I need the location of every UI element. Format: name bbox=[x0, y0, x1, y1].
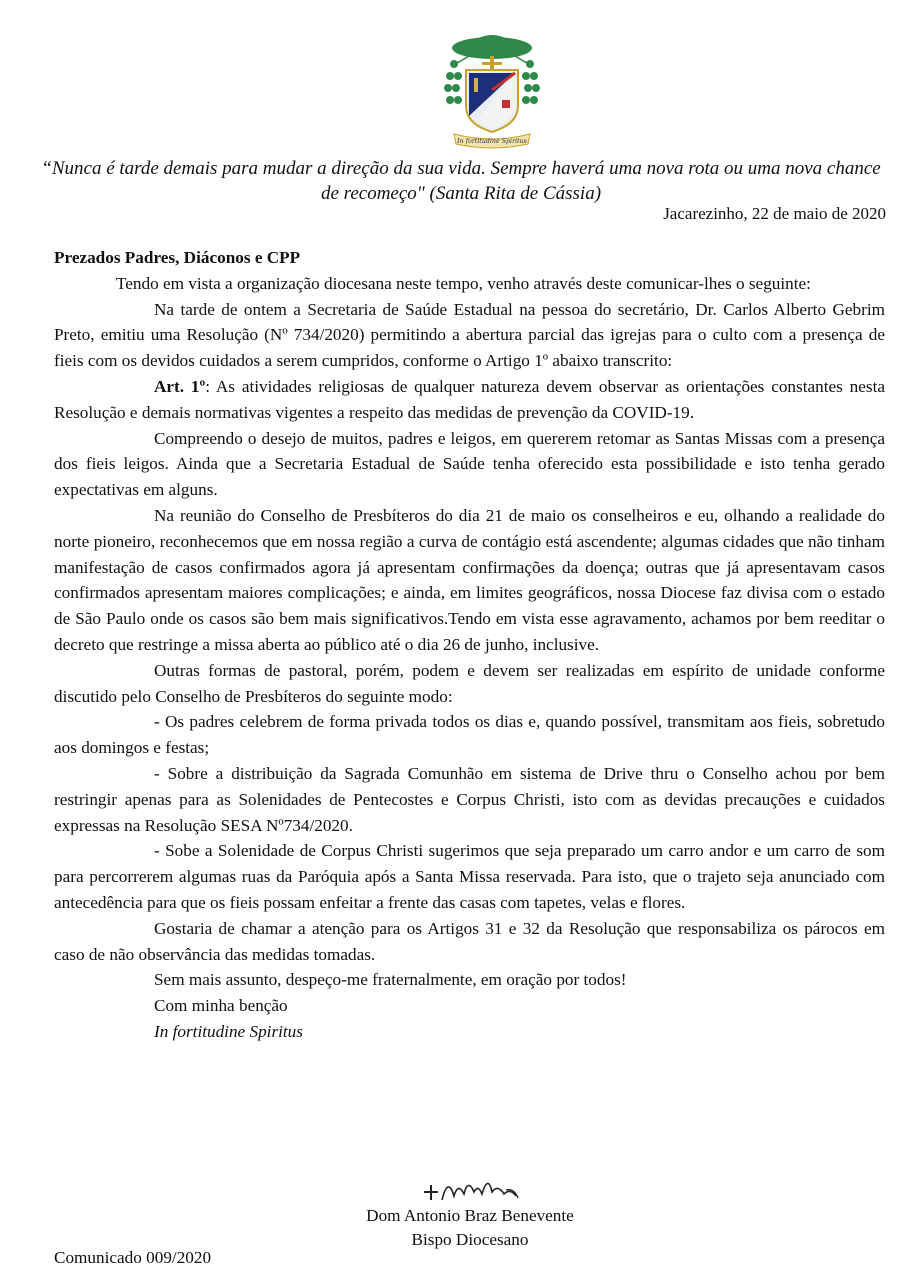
signatory-title: Bispo Diocesano bbox=[411, 1230, 529, 1249]
closing-line: Sem mais assunto, despeço-me fraternalmente, em oração por todos! bbox=[154, 970, 627, 990]
letter-body bbox=[54, 245, 885, 1045]
dateline: Jacarezinho, 22 de maio de 2020 bbox=[663, 204, 886, 223]
motto-quote: “Nunca é tarde demais para mudar a direção da sua vida. Sempre haverá uma nova rota ou uma nova chance de recomeço" (Santa Rita de Cássia) bbox=[41, 158, 881, 204]
coat-of-arms-icon bbox=[436, 28, 548, 150]
paragraph-council: Na reunião do Conselho de Presbíteros do dia 21 de maio os conselheiros e eu, olhando a realidade do norte pioneiro, reconhecemos que em nossa região a curva de contágio está ascendente; algumas cidades que não tinham manifestação de casos confirmados agora já apresentam confirmações da doença; outras que já apresentavam casos confirmados apresentam maiores complicações; e ainda, em limites geográficos, nossa Diocese faz divisa com o estado de São Paulo onde os casos são bem mais significativos.Tendo em vista esse agravamento, achamos por bem reeditar o decreto que restringe a missa aberta ao público até o dia 26 de junho, inclusive. bbox=[54, 505, 885, 654]
closing-blessing: Com minha benção bbox=[154, 996, 288, 1016]
paragraph-pastoral: Outras formas de pastoral, porém, podem e devem ser realizadas em espírito de unidade conforme discutido pelo Conselho de Presbíteros do seguinte modo: bbox=[54, 660, 885, 706]
article-label: Art. 1º bbox=[154, 376, 206, 396]
closing-motto: In fortitudine Spiritus bbox=[154, 1021, 303, 1041]
svg-text:In fortitudine Spiritus: In fortitudine Spiritus bbox=[457, 138, 527, 145]
intro-paragraph: Tendo em vista a organização diocesana neste tempo, venho através deste comunicar-lhes o seguinte: bbox=[116, 273, 811, 293]
article-text: : As atividades religiosas de qualquer natureza devem observar as orientações constantes nesta Resolução e demais normativas vigentes a respeito das medidas de prevenção da COVID-19. bbox=[54, 376, 885, 422]
paragraph-resolution: Na tarde de ontem a Secretaria de Saúde Estadual na pessoa do secretário, Dr. Carlos Alberto Gebrim Preto, emitiu uma Resolução (Nº 734/2020) permitindo a abertura parcial das igrejas para o culto com a presença de fieis com os devidos cuidados a serem cumpridos, conforme o Artigo 1º abaixo transcrito: bbox=[54, 299, 885, 371]
list-item: - Sobe a Solenidade de Corpus Christi sugerimos que seja preparado um carro andor e um carro de som para percorrerem algumas ruas da Paróquia após a Santa Missa reservada. Para isto, que o trajeto seja anunciado com antecedência para que os fieis possam enfeitar a frente das casas com tapetes, velas e flores. bbox=[54, 841, 885, 912]
paragraph-articles-31-32: Gostaria de chamar a atenção para os Artigos 31 e 32 da Resolução que responsabiliza os párocos em caso de não observância das medidas tomadas. bbox=[54, 918, 885, 964]
signature-block bbox=[300, 1204, 640, 1252]
paragraph-article bbox=[54, 374, 885, 426]
paragraph-desire: Compreendo o desejo de muitos, padres e leigos, em quererem retomar as Santas Missas com a presença dos fieis leigos. Ainda que a Secretaria Estadual de Saúde tenha oferecido esta possibilidade e isto tenha gerado expectativas em alguns. bbox=[54, 428, 885, 500]
signatory-name: Dom Antonio Braz Benevente bbox=[366, 1206, 574, 1225]
document-code: Comunicado 009/2020 bbox=[54, 1248, 212, 1267]
salutation: Prezados Padres, Diáconos e CPP bbox=[54, 248, 301, 267]
list-item: - Sobre a distribuição da Sagrada Comunhão em sistema de Drive thru o Conselho achou por bem restringir apenas para as Solenidades de Pentecostes e Corpus Christi, isto com as devidas precauções e cuidados expressas na Resolução SESA Nº734/2020. bbox=[54, 763, 885, 835]
list-item: - Os padres celebrem de forma privada todos os dias e, quando possível, transmitam aos fieis, sobretudo aos domingos e festas; bbox=[54, 712, 885, 758]
